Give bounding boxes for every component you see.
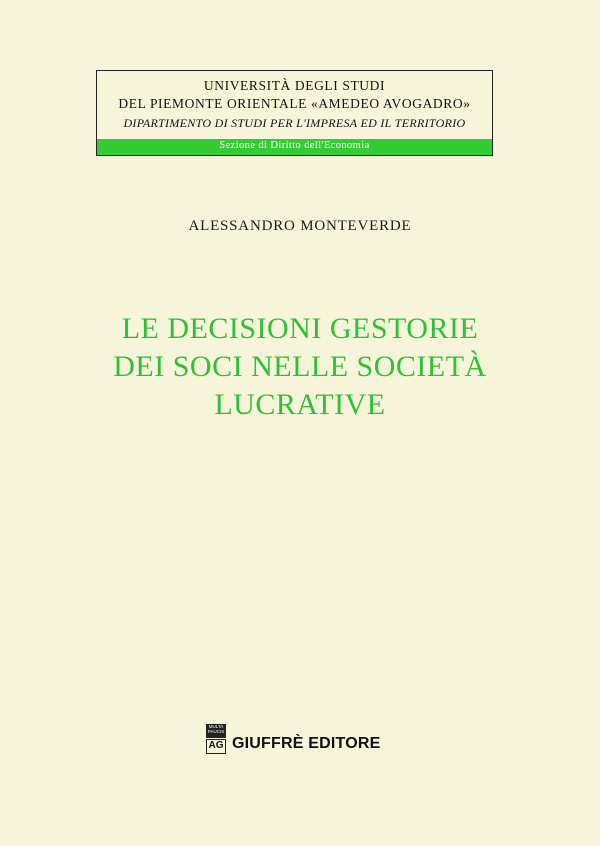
publisher-logo-icon [206, 724, 226, 754]
book-title-line3: LUCRATIVE [214, 388, 386, 421]
department-name: DIPARTIMENTO DI STUDI PER L'IMPRESA ED IL TERRITORIO [123, 116, 466, 130]
author-name: ALESSANDRO MONTEVERDE [188, 218, 412, 234]
university-name-line1: UNIVERSITÀ DEGLI STUDI [203, 78, 386, 93]
publisher-logo-letters: AG [206, 739, 226, 754]
section-bar [97, 139, 492, 155]
section-name: Sezione di Diritto dell'Economia [219, 140, 370, 151]
publisher-name: GIUFFRÈ EDITORE [232, 735, 381, 752]
book-title-line2: DEI SOCI NELLE SOCIETÀ [113, 350, 487, 383]
university-header-box [96, 70, 493, 156]
university-name-line2: DEL PIEMONTE ORIENTALE «AMEDEO AVOGADRO» [118, 96, 471, 111]
publisher-logo-motto: MULTA PAUCIS [206, 724, 226, 738]
book-title-line1: LE DECISIONI GESTORIE [121, 312, 479, 345]
